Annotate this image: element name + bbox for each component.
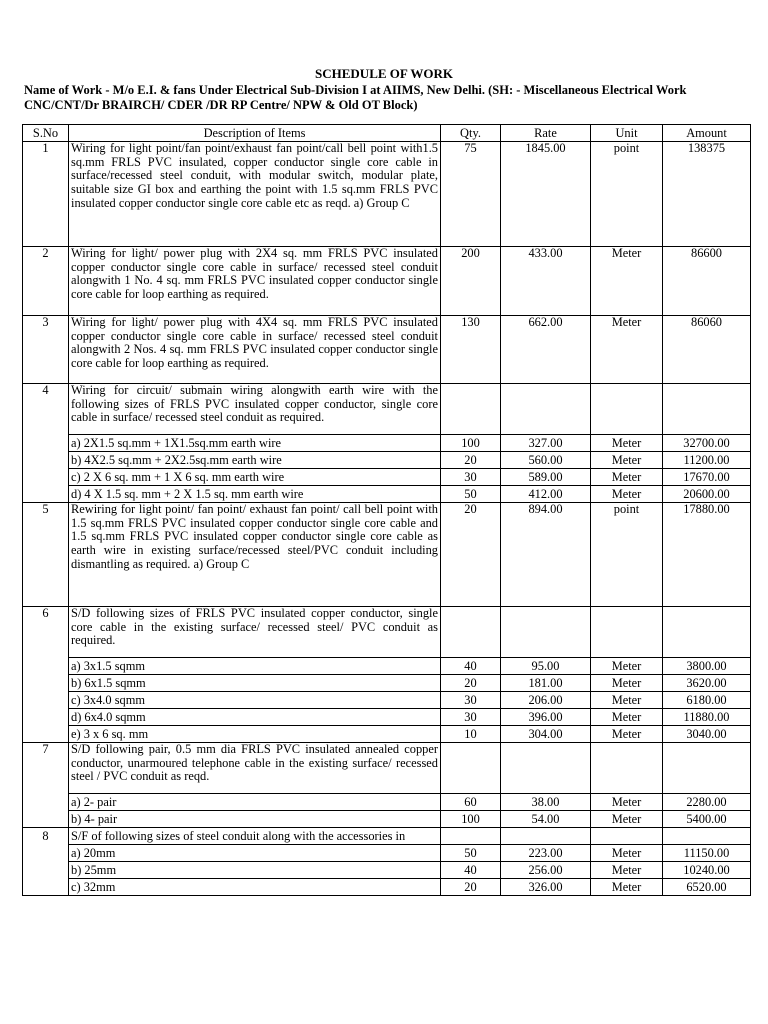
cell-description: a) 3x1.5 sqmm bbox=[69, 658, 441, 675]
cell-qty: 30 bbox=[441, 709, 501, 726]
cell-unit: Meter bbox=[591, 435, 663, 452]
cell-description: b) 6x1.5 sqmm bbox=[69, 675, 441, 692]
table-subrow bbox=[23, 709, 751, 726]
cell-description: c) 2 X 6 sq. mm + 1 X 6 sq. mm earth wire bbox=[69, 469, 441, 486]
cell-amount bbox=[663, 743, 751, 794]
cell-amount bbox=[663, 607, 751, 658]
cell-qty: 50 bbox=[441, 845, 501, 862]
cell-rate: 256.00 bbox=[501, 862, 591, 879]
cell-amount: 11150.00 bbox=[663, 845, 751, 862]
cell-amount: 6180.00 bbox=[663, 692, 751, 709]
cell-amount: 3800.00 bbox=[663, 658, 751, 675]
cell-unit: Meter bbox=[591, 709, 663, 726]
cell-sno: 2 bbox=[23, 247, 69, 316]
cell-description: a) 2- pair bbox=[69, 794, 441, 811]
cell-sno: 3 bbox=[23, 316, 69, 384]
name-of-work-line-2: CNC/CNT/Dr BRAIRCH/ CDER /DR RP Centre/ NPW & Old OT Block) bbox=[24, 97, 418, 112]
table-row bbox=[23, 247, 751, 316]
cell-description: b) 4- pair bbox=[69, 811, 441, 828]
cell-rate: 396.00 bbox=[501, 709, 591, 726]
table-subrow bbox=[23, 879, 751, 896]
cell-qty: 40 bbox=[441, 658, 501, 675]
cell-qty: 20 bbox=[441, 675, 501, 692]
cell-description: a) 20mm bbox=[69, 845, 441, 862]
header-unit: Unit bbox=[591, 125, 663, 142]
cell-unit: Meter bbox=[591, 726, 663, 743]
table-subrow bbox=[23, 862, 751, 879]
cell-qty bbox=[441, 828, 501, 845]
cell-rate bbox=[501, 828, 591, 845]
cell-rate bbox=[501, 743, 591, 794]
cell-unit: Meter bbox=[591, 247, 663, 316]
cell-qty: 75 bbox=[441, 142, 501, 247]
cell-rate: 412.00 bbox=[501, 486, 591, 503]
cell-unit: Meter bbox=[591, 845, 663, 862]
cell-amount: 20600.00 bbox=[663, 486, 751, 503]
cell-rate: 1845.00 bbox=[501, 142, 591, 247]
cell-rate: 304.00 bbox=[501, 726, 591, 743]
table-row bbox=[23, 503, 751, 607]
cell-description: S/D following pair, 0.5 mm dia FRLS PVC insulated annealed copper conductor, unarmoured telephone cable in the existing surface/ recessed steel / PVC conduit as reqd. bbox=[69, 743, 441, 794]
cell-sno: 6 bbox=[23, 607, 69, 743]
cell-description: b) 4X2.5 sq.mm + 2X2.5sq.mm earth wire bbox=[69, 452, 441, 469]
table-subrow bbox=[23, 726, 751, 743]
cell-qty bbox=[441, 607, 501, 658]
table-row bbox=[23, 384, 751, 435]
cell-amount: 17880.00 bbox=[663, 503, 751, 607]
cell-unit: Meter bbox=[591, 811, 663, 828]
table-subrow bbox=[23, 845, 751, 862]
table-subrow bbox=[23, 469, 751, 486]
table-row bbox=[23, 828, 751, 845]
cell-unit: Meter bbox=[591, 316, 663, 384]
cell-rate: 894.00 bbox=[501, 503, 591, 607]
cell-description: b) 25mm bbox=[69, 862, 441, 879]
cell-sno: 1 bbox=[23, 142, 69, 247]
cell-amount bbox=[663, 384, 751, 435]
cell-qty: 10 bbox=[441, 726, 501, 743]
cell-unit: Meter bbox=[591, 879, 663, 896]
cell-rate: 181.00 bbox=[501, 675, 591, 692]
cell-amount: 11880.00 bbox=[663, 709, 751, 726]
cell-qty: 40 bbox=[441, 862, 501, 879]
cell-qty bbox=[441, 384, 501, 435]
cell-amount: 11200.00 bbox=[663, 452, 751, 469]
name-of-work-line-1: Name of Work - M/o E.I. & fans Under Electrical Sub-Division I at AIIMS, New Delhi. (SH: - Miscellaneous Electrical Work bbox=[24, 83, 687, 97]
cell-qty: 20 bbox=[441, 452, 501, 469]
cell-amount: 3040.00 bbox=[663, 726, 751, 743]
cell-amount: 138375 bbox=[663, 142, 751, 247]
cell-description: Wiring for light point/fan point/exhaust fan point/call bell point with1.5 sq.mm FRLS PVC insulated, copper conductor single core cable in surface/recessed steel conduit, with modular switch, modular plate, suitable size GI box and earthing the point with 1.5 sq.mm FRLS PVC insulated copper conductor single core cable etc as reqd. a) Group C bbox=[69, 142, 441, 247]
cell-qty: 60 bbox=[441, 794, 501, 811]
cell-unit: Meter bbox=[591, 486, 663, 503]
header-amount: Amount bbox=[663, 125, 751, 142]
cell-qty: 50 bbox=[441, 486, 501, 503]
cell-qty: 20 bbox=[441, 503, 501, 607]
cell-description: a) 2X1.5 sq.mm + 1X1.5sq.mm earth wire bbox=[69, 435, 441, 452]
cell-rate: 326.00 bbox=[501, 879, 591, 896]
cell-unit bbox=[591, 743, 663, 794]
cell-qty: 100 bbox=[441, 435, 501, 452]
table-subrow bbox=[23, 452, 751, 469]
header-qty: Qty. bbox=[441, 125, 501, 142]
table-subrow bbox=[23, 811, 751, 828]
cell-description: S/F of following sizes of steel conduit along with the accessories in bbox=[69, 828, 441, 845]
cell-description: Wiring for light/ power plug with 2X4 sq. mm FRLS PVC insulated copper conductor single core cable in surface/ recessed steel conduit alongwith 1 No. 4 sq. mm FRLS PVC insulated copper conductor single core cable for loop earthing as required. bbox=[69, 247, 441, 316]
cell-unit bbox=[591, 828, 663, 845]
cell-description: c) 3x4.0 sqmm bbox=[69, 692, 441, 709]
cell-sno: 5 bbox=[23, 503, 69, 607]
header-description: Description of Items bbox=[69, 125, 441, 142]
cell-amount: 86060 bbox=[663, 316, 751, 384]
cell-unit: Meter bbox=[591, 658, 663, 675]
cell-rate bbox=[501, 607, 591, 658]
table-row bbox=[23, 743, 751, 794]
cell-unit: point bbox=[591, 503, 663, 607]
cell-qty bbox=[441, 743, 501, 794]
cell-qty: 200 bbox=[441, 247, 501, 316]
cell-unit: Meter bbox=[591, 469, 663, 486]
cell-rate: 54.00 bbox=[501, 811, 591, 828]
cell-qty: 30 bbox=[441, 692, 501, 709]
cell-unit bbox=[591, 607, 663, 658]
cell-rate: 206.00 bbox=[501, 692, 591, 709]
cell-unit: Meter bbox=[591, 675, 663, 692]
cell-amount: 5400.00 bbox=[663, 811, 751, 828]
cell-unit: Meter bbox=[591, 862, 663, 879]
document-title: SCHEDULE OF WORK bbox=[315, 66, 453, 81]
table-subrow bbox=[23, 794, 751, 811]
cell-rate: 95.00 bbox=[501, 658, 591, 675]
cell-description: d) 4 X 1.5 sq. mm + 2 X 1.5 sq. mm earth wire bbox=[69, 486, 441, 503]
table-row bbox=[23, 316, 751, 384]
cell-amount: 6520.00 bbox=[663, 879, 751, 896]
table-row bbox=[23, 142, 751, 247]
table-row bbox=[23, 607, 751, 658]
schedule-table bbox=[22, 124, 751, 896]
cell-qty: 100 bbox=[441, 811, 501, 828]
table-header-row bbox=[23, 125, 751, 142]
cell-description: Wiring for light/ power plug with 4X4 sq. mm FRLS PVC insulated copper conductor single core cable in surface/ recessed steel conduit alongwith 2 Nos. 4 sq. mm FRLS PVC insulated copper conductor single core cable for loop earthing as required. bbox=[69, 316, 441, 384]
cell-rate: 327.00 bbox=[501, 435, 591, 452]
cell-description: e) 3 x 6 sq. mm bbox=[69, 726, 441, 743]
cell-unit: Meter bbox=[591, 452, 663, 469]
cell-amount: 3620.00 bbox=[663, 675, 751, 692]
cell-sno: 4 bbox=[23, 384, 69, 503]
cell-rate: 589.00 bbox=[501, 469, 591, 486]
cell-amount bbox=[663, 828, 751, 845]
table-subrow bbox=[23, 658, 751, 675]
cell-rate: 560.00 bbox=[501, 452, 591, 469]
cell-amount: 32700.00 bbox=[663, 435, 751, 452]
cell-rate: 38.00 bbox=[501, 794, 591, 811]
cell-unit: Meter bbox=[591, 692, 663, 709]
table-subrow bbox=[23, 692, 751, 709]
table-subrow bbox=[23, 675, 751, 692]
cell-qty: 20 bbox=[441, 879, 501, 896]
cell-unit: Meter bbox=[591, 794, 663, 811]
cell-amount: 10240.00 bbox=[663, 862, 751, 879]
cell-unit bbox=[591, 384, 663, 435]
cell-rate: 433.00 bbox=[501, 247, 591, 316]
cell-sno: 7 bbox=[23, 743, 69, 828]
cell-description: Rewiring for light point/ fan point/ exhaust fan point/ call bell point with 1.5 sq.mm FRLS PVC insulated copper conductor single core cable and 1.5 sq.mm FRLS PVC insulated copper conductor single core cable as earth wire in existing surface/recessed steel/PVC conduit including dismantling as required. a) Group C bbox=[69, 503, 441, 607]
header-sno: S.No bbox=[23, 125, 69, 142]
cell-amount: 17670.00 bbox=[663, 469, 751, 486]
cell-amount: 86600 bbox=[663, 247, 751, 316]
table-subrow bbox=[23, 435, 751, 452]
cell-description: c) 32mm bbox=[69, 879, 441, 896]
cell-rate: 662.00 bbox=[501, 316, 591, 384]
cell-qty: 30 bbox=[441, 469, 501, 486]
header-rate: Rate bbox=[501, 125, 591, 142]
cell-sno: 8 bbox=[23, 828, 69, 896]
cell-rate: 223.00 bbox=[501, 845, 591, 862]
cell-description: d) 6x4.0 sqmm bbox=[69, 709, 441, 726]
cell-rate bbox=[501, 384, 591, 435]
cell-qty: 130 bbox=[441, 316, 501, 384]
cell-description: Wiring for circuit/ submain wiring alongwith earth wire with the following sizes of FRLS PVC insulated copper conductor, single core cable in surface/ recessed steel conduit as required. bbox=[69, 384, 441, 435]
cell-amount: 2280.00 bbox=[663, 794, 751, 811]
name-of-work bbox=[24, 83, 740, 112]
cell-description: S/D following sizes of FRLS PVC insulated copper conductor, single core cable in the existing surface/ recessed steel/ PVC conduit as required. bbox=[69, 607, 441, 658]
table-subrow bbox=[23, 486, 751, 503]
cell-unit: point bbox=[591, 142, 663, 247]
